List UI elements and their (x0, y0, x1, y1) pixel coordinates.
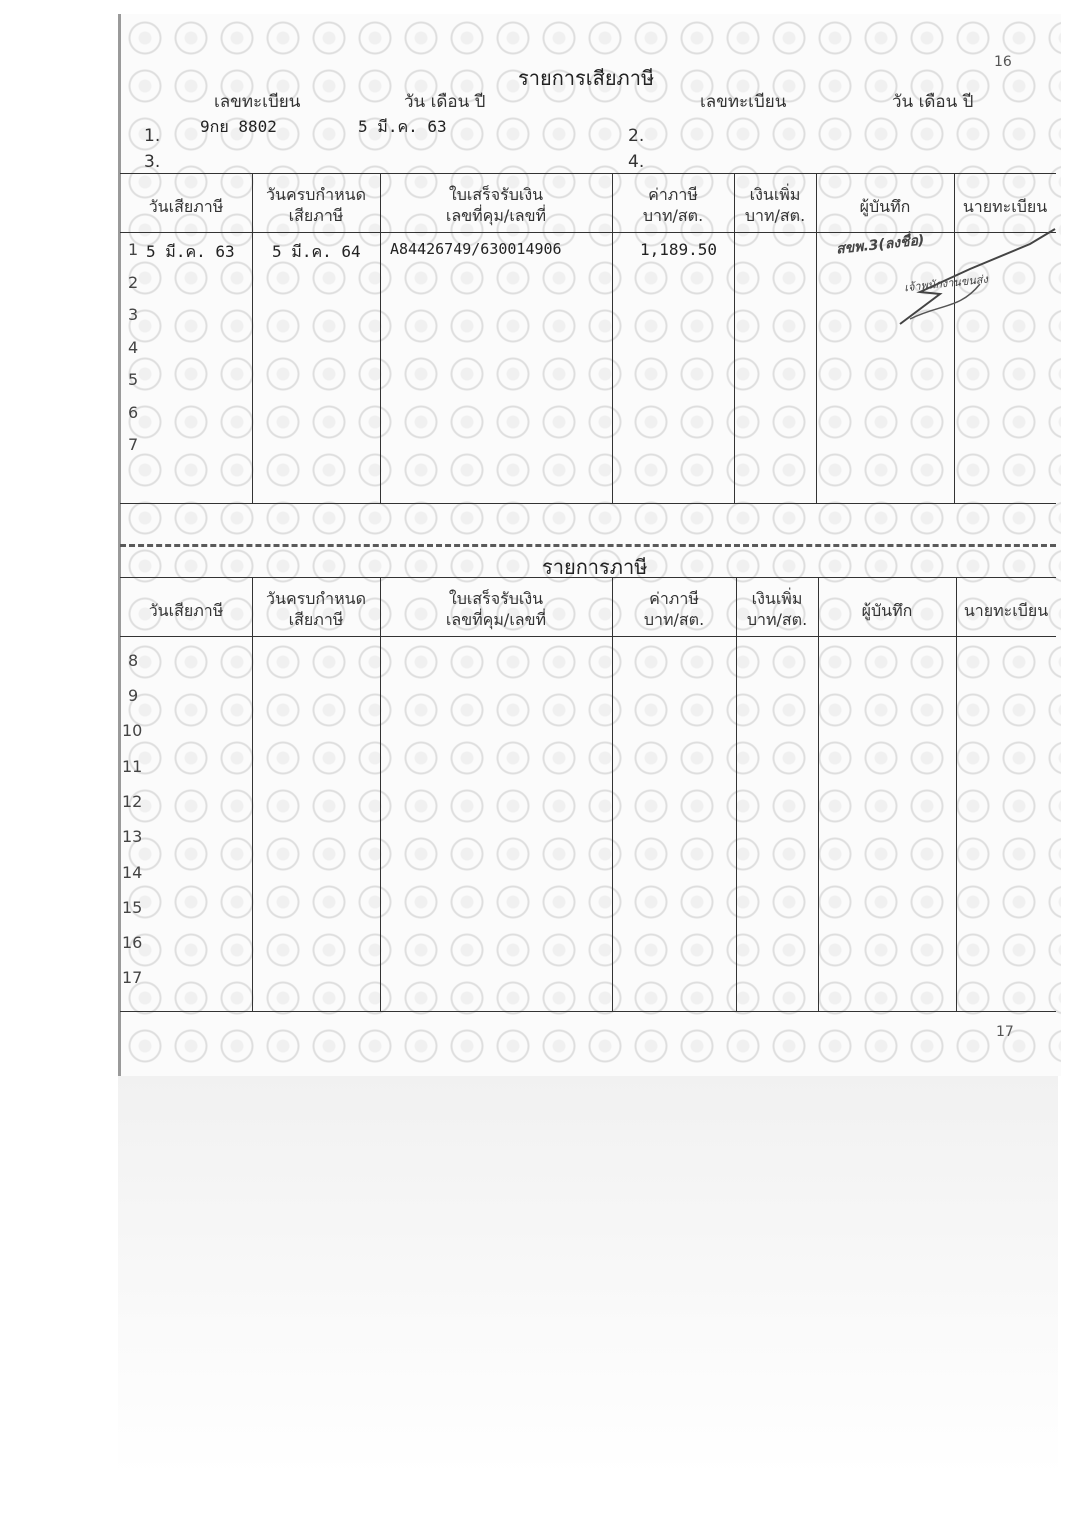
header-registrar: นายทะเบียน (963, 601, 1049, 620)
header-surcharge: เงินเพิ่ม บาท/สต. (744, 185, 806, 225)
page-number-bottom: 17 (996, 1024, 1014, 1040)
label-date-left: วัน เดือน ปี (404, 92, 486, 112)
page-number-top: 16 (994, 54, 1012, 70)
header-pay-date: วันเสียภาษี (148, 601, 224, 620)
row-number: 14 (122, 863, 143, 882)
header-tax: ค่าภาษี บาท/สต. (643, 589, 705, 629)
cell-due-date: 5 มี.ค. 64 (272, 242, 361, 261)
label-reg-left: เลขทะเบียน (214, 92, 301, 112)
header-registrar: นายทะเบียน (962, 197, 1048, 216)
row-number: 5 (128, 370, 139, 389)
row-number: 15 (122, 898, 143, 917)
header-recorder: ผู้บันทึก (861, 601, 913, 620)
row-number: 2 (128, 273, 139, 292)
entry-number: 4. (628, 152, 645, 172)
tax-payment-table (120, 173, 1056, 504)
dashed-separator (120, 544, 1056, 547)
row-number: 10 (122, 721, 143, 740)
cell-tax: 1,189.50 (640, 240, 718, 259)
signature-note: เจ้าพนักงานขนส่ง (903, 272, 989, 295)
cell-pay-date: 5 มี.ค. 63 (146, 242, 235, 261)
row-number: 9 (128, 686, 139, 705)
row-number: 8 (128, 651, 139, 670)
header-receipt: ใบเสร็จรับเงิน เลขที่คุม/เลขที่ (445, 185, 547, 225)
recorder-stamp: สขพ.3(ลงชื่อ) (835, 232, 926, 258)
label-reg-right: เลขทะเบียน (700, 92, 787, 112)
entry-registration: 9กย 8802 (200, 117, 277, 136)
tax-list-table (120, 577, 1056, 1012)
header-pay-date: วันเสียภาษี (148, 197, 224, 216)
row-number: 17 (122, 968, 143, 987)
row-number: 4 (128, 338, 139, 357)
signature-scribble (880, 214, 1056, 334)
header-tax: ค่าภาษี บาท/สต. (642, 185, 704, 225)
row-number: 6 (128, 403, 139, 422)
header-due-date: วันครบกำหนด เสียภาษี (266, 589, 366, 629)
row-number: 13 (122, 827, 143, 846)
row-number: 1 (128, 240, 139, 259)
label-date-right: วัน เดือน ปี (892, 92, 974, 112)
entry-number: 1. (144, 126, 161, 146)
header-surcharge: เงินเพิ่ม บาท/สต. (746, 589, 808, 629)
header-recorder: ผู้บันทึก (859, 197, 911, 216)
row-number: 11 (122, 757, 143, 776)
section-title-tax-payments: รายการเสียภาษี (518, 66, 655, 90)
row-number: 7 (128, 435, 139, 454)
cell-receipt: A84426749/630014906 (390, 240, 562, 258)
entry-number: 2. (628, 126, 645, 146)
entry-date: 5 มี.ค. 63 (358, 117, 447, 136)
section-title-tax-list: รายการภาษี (542, 555, 648, 579)
row-number: 12 (122, 792, 143, 811)
entry-number: 3. (144, 152, 161, 172)
row-number: 3 (128, 305, 139, 324)
header-due-date: วันครบกำหนด เสียภาษี (266, 185, 366, 225)
header-receipt: ใบเสร็จรับเงิน เลขที่คุม/เลขที่ (445, 589, 547, 629)
scan-shadow (118, 1076, 1058, 1476)
row-number: 16 (122, 933, 143, 952)
